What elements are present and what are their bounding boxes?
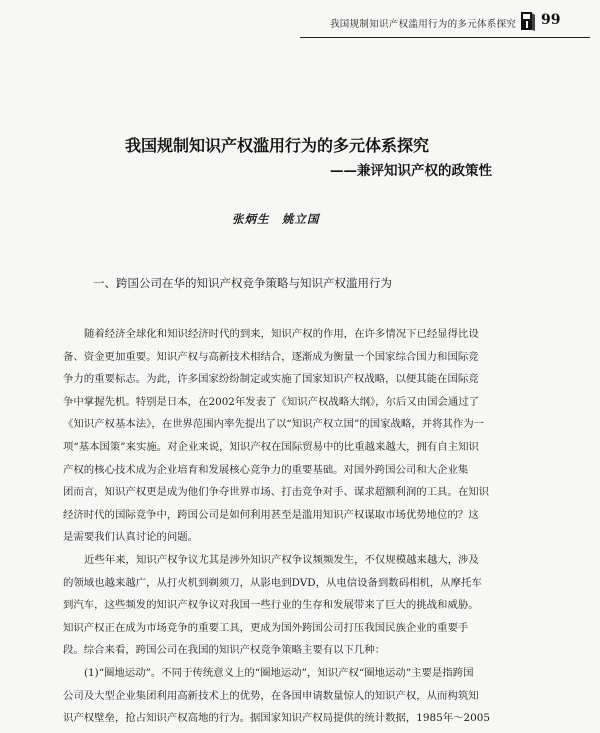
running-header — [0, 0, 600, 42]
text-line: 争中掌握先机。特别是日本，在2002年发表了《知识产权战略大纲》，尔后又由国会通过了 — [63, 395, 480, 408]
header-rule — [300, 37, 590, 38]
text-line: 团而言，知识产权更是成为他们争夺世界市场、打击竞争对手、谋求超额利润的工具。在知识 — [63, 486, 490, 499]
text-line: 项“基本国策”来实施。对企业来说，知识产权在国际贸易中的比重越来越大，拥有自主知识 — [63, 440, 479, 453]
section-heading: 一、跨国公司在华的知识产权竞争策略与知识产权滥用行为 — [93, 276, 392, 290]
text-line: 争力的重要标志。为此，许多国家纷纷制定或实施了国家知识产权战略，以便其能在国际竞 — [63, 373, 479, 386]
text-line: 知识产权正在成为市场竞争的重要工具，更成为国外跨国公司打压我国民族企业的重要手 — [63, 621, 469, 634]
text-line: 的领域也越来越广，从打火机到剃须刀，从影电到DVD，从电信设备到数码相机，从摩托车 — [63, 576, 482, 589]
article-subtitle: ——兼评知识产权的政策性 — [330, 163, 492, 179]
text-line: (1)“圈地运动”。不同于传统意义上的“圈地运动”，知识产权“圈地运动”主要是指跨国 — [84, 666, 474, 679]
running-title: 我国规制知识产权滥用行为的多元体系探究 — [330, 19, 517, 30]
text-line: 产权的核心技术成为企业培育和发展核心竞争力的重要基础。对国外跨国公司和大企业集 — [63, 463, 469, 476]
text-line: 识产权壁垒，抢占知识产权高地的行为。据国家知识产权局提供的统计数据，1985年～2005 — [63, 712, 490, 725]
text-line: 到汽车，这些频发的知识产权争议对我国一些行业的生存和发展带来了巨大的挑战和威胁。 — [63, 599, 479, 612]
text-line: 随着经济全球化和知识经济时代的到来，知识产权的作用，在许多情况下已经显得比设 — [84, 328, 479, 340]
text-line: 近些年来，知识产权争议尤其是涉外知识产权争议频频发生，不仅规模越来越大，涉及 — [84, 553, 479, 566]
body-text — [63, 323, 541, 730]
text-line: 段。综合来看，跨国公司在我国的知识产权竞争策略主要有以下几种： — [63, 644, 386, 657]
text-line: 备、资金更加重要。知识产权与高新技术相结合，逐渐成为衡量一个国家综合国力和国际竞 — [63, 350, 479, 363]
text-line: 经济时代的国际竞争中，跨国公司是如何利用甚至是滥用知识产权谋取市场优势地位的？这 — [63, 508, 479, 521]
article-title: 我国规制知识产权滥用行为的多元体系探究 — [125, 136, 430, 155]
article-authors: 张炳生 姚立国 — [232, 212, 320, 226]
book-icon — [517, 10, 537, 32]
text-line: 是需要我们认真讨论的问题。 — [63, 531, 199, 544]
page-number: 99 — [541, 12, 561, 28]
text-line: 公司及大型企业集团利用高新技术上的优势，在各国申请数量惊人的知识产权，从而构筑知 — [63, 689, 479, 702]
text-line: 《知识产权基本法》，在世界范围内率先提出了以“知识产权立国”的国家战略，并将其作为一 — [63, 418, 485, 431]
